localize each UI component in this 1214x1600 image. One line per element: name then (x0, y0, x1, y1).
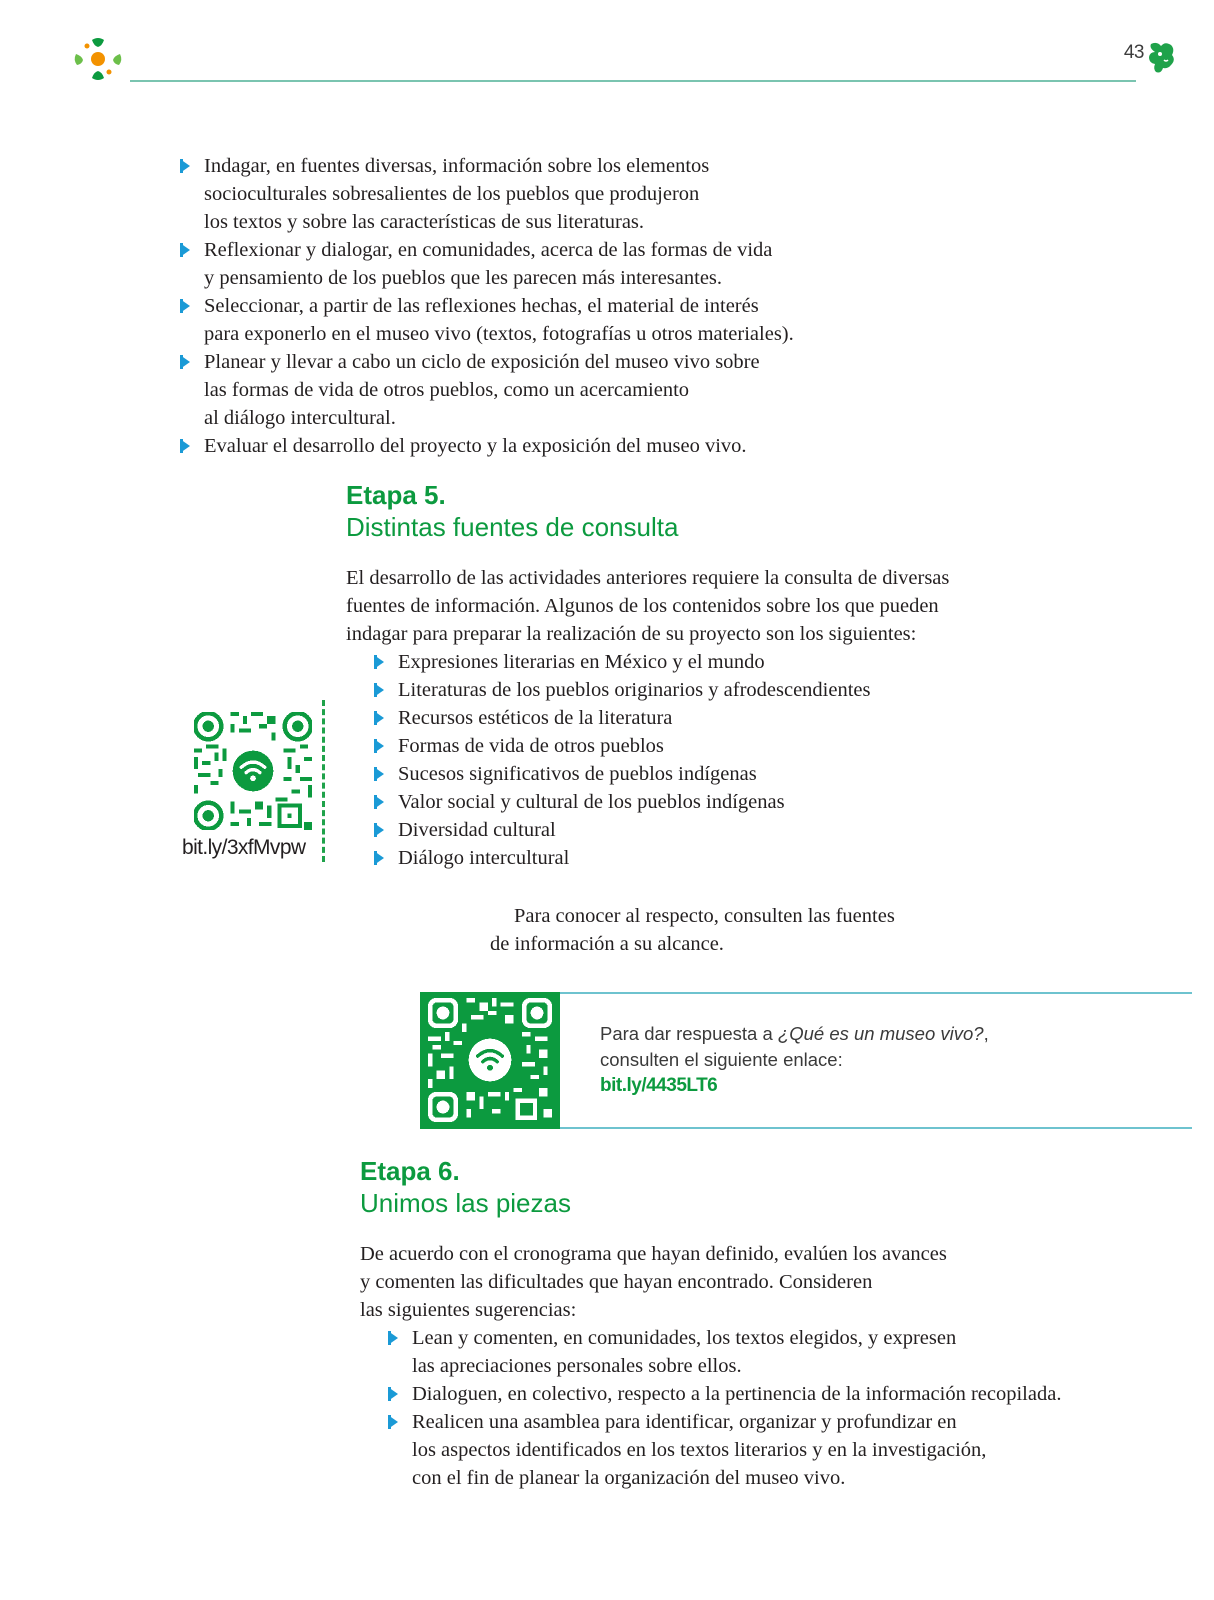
bullet-triangle-icon (374, 683, 384, 697)
list-item: Indagar, en fuentes diversas, información sobre los elementos socioculturales sobresalientes de los pueblos que produjeron los textos y sobre las características de sus literaturas. (178, 152, 818, 236)
stage6-suggestions-list (386, 1324, 1086, 1492)
community-logo-icon (72, 34, 124, 84)
list-item: Reflexionar y dialogar, en comunidades, acerca de las formas de vida y pensamiento de los pueblos que les parecen más interesantes. (178, 236, 818, 292)
bullet-triangle-icon (374, 655, 384, 669)
museo-vivo-link[interactable]: bit.ly/4435LT6 (600, 1075, 718, 1096)
page-corner-icon (1147, 40, 1177, 76)
list-item: Planear y llevar a cabo un ciclo de exposición del museo vivo sobre las formas de vida de otros pueblos, como un acercamiento al diálogo intercultural. (178, 348, 818, 432)
consult-note: Para conocer al respecto, consulten las fuentes de información a su alcance. (490, 905, 895, 955)
bullet-triangle-icon (388, 1387, 398, 1401)
bullet-triangle-icon (374, 739, 384, 753)
objectives-list (178, 152, 818, 460)
list-item: Realicen una asamblea para identificar, organizar y profundizar en los aspectos identificados en los textos literarios y en la investigación, con el fin de planear la organización del museo vivo. (386, 1408, 1086, 1492)
bullet-triangle-icon (374, 795, 384, 809)
stage5-intro-paragraph: El desarrollo de las actividades anteriores requiere la consulta de diversas fuentes de información. Algunos de los contenidos sobre los que pueden indagar para preparar la realización de su proyecto son los siguientes: (346, 567, 950, 645)
list-item: Dialoguen, en colectivo, respecto a la pertinencia de la información recopilada. (386, 1380, 1086, 1408)
stage5-topics-list (372, 648, 932, 872)
list-item: Sucesos significativos de pueblos indígenas (372, 760, 932, 788)
header-rule (130, 80, 1136, 82)
bullet-triangle-icon (374, 823, 384, 837)
stage6-heading-number: Etapa 6. (360, 1156, 460, 1186)
list-item: Literaturas de los pueblos originarios y afrodescendientes (372, 676, 932, 704)
list-item: Recursos estéticos de la literatura (372, 704, 932, 732)
bullet-triangle-icon (388, 1415, 398, 1429)
list-item: Lean y comenten, en comunidades, los textos elegidos, y expresen las apreciaciones personales sobre ellos. (386, 1324, 1086, 1380)
bullet-triangle-icon (180, 299, 190, 313)
list-item: Valor social y cultural de los pueblos indígenas (372, 788, 932, 816)
bullet-triangle-icon (180, 439, 190, 453)
list-item: Diálogo intercultural (372, 844, 932, 872)
bullet-triangle-icon (374, 851, 384, 865)
bullet-triangle-icon (374, 711, 384, 725)
list-item: Expresiones literarias en México y el mundo (372, 648, 932, 676)
link-box-text: Para dar respuesta a ¿Qué es un museo vivo?, consulten el siguiente enlace: bit.ly/4435LT6 (600, 1021, 1160, 1099)
bullet-triangle-icon (180, 243, 190, 257)
bullet-triangle-icon (374, 767, 384, 781)
stage6-intro-paragraph: De acuerdo con el cronograma que hayan definido, evalúen los avances y comenten las dificultades que hayan encontrado. Consideren las siguientes sugerencias: (360, 1243, 947, 1321)
stage5-heading-title: Distintas fuentes de consulta (346, 512, 679, 542)
bullet-triangle-icon (180, 355, 190, 369)
bullet-triangle-icon (388, 1331, 398, 1345)
list-item: Formas de vida de otros pueblos (372, 732, 932, 760)
page-number: 43 (1123, 42, 1144, 63)
list-item: Diversidad cultural (372, 816, 932, 844)
bullet-triangle-icon (180, 159, 190, 173)
stage6-heading-title: Unimos las piezas (360, 1188, 571, 1218)
list-item: Seleccionar, a partir de las reflexiones hechas, el material de interés para exponerlo en el museo vivo (textos, fotografías u otros materiales). (178, 292, 818, 348)
qr-code-icon[interactable] (194, 712, 312, 830)
qr-code-icon[interactable] (428, 998, 552, 1122)
list-item: Evaluar el desarrollo del proyecto y la exposición del museo vivo. (178, 432, 818, 460)
qr-short-link[interactable]: bit.ly/3xfMvpw (182, 836, 306, 859)
dashed-divider (322, 700, 325, 862)
stage5-heading-number: Etapa 5. (346, 480, 446, 510)
